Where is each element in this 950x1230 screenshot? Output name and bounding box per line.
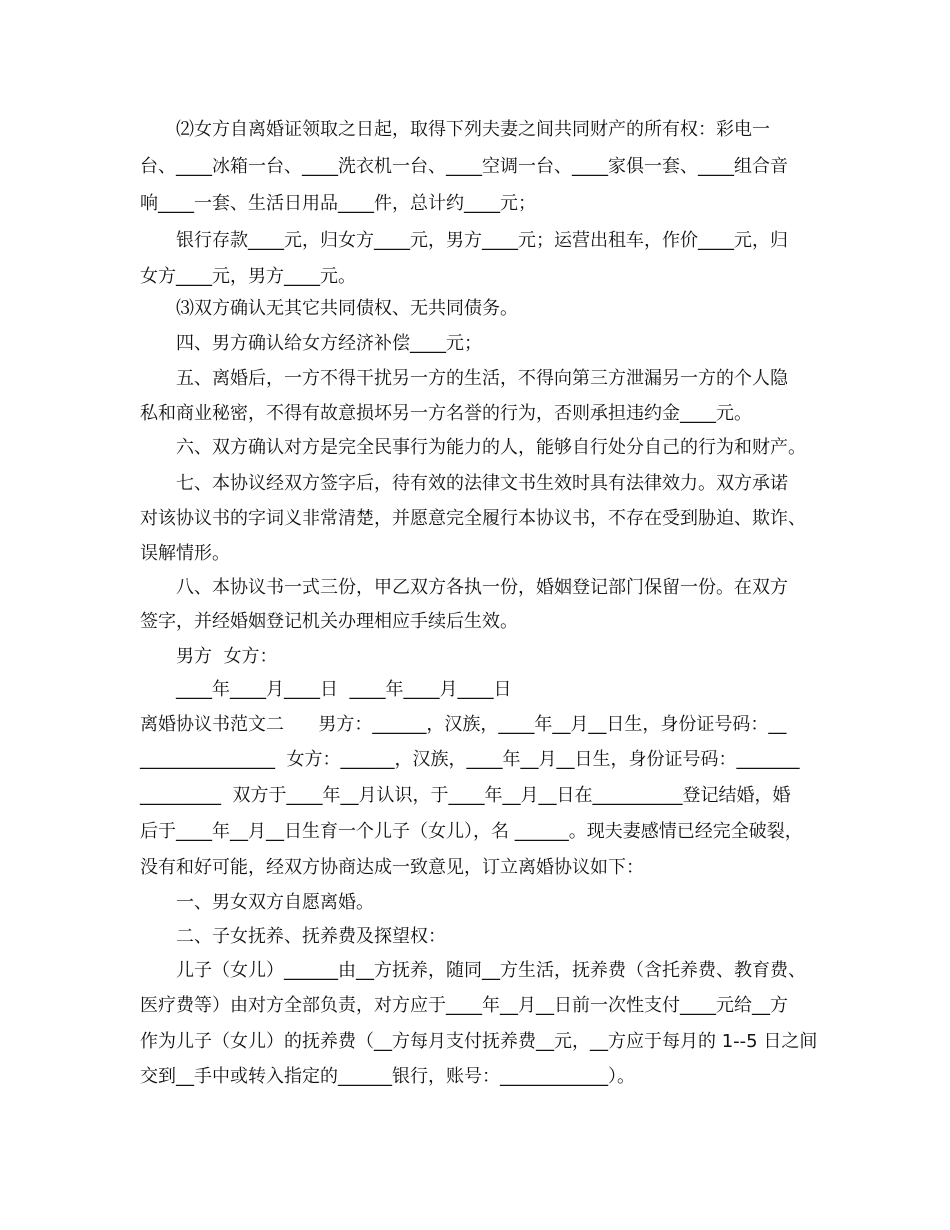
paragraph-line-10: 六、双方确认对方是完全民事行为能力的人，能够自行处分自己的行为和财产。: [176, 437, 806, 458]
paragraph-line-12: 对该协议书的字词义非常清楚，并愿意完全履行本协议书，不存在受到胁迫、欺诈、: [140, 508, 806, 529]
paragraph-line-21: 后于____年__月__日生育一个儿子（女儿），名 ______。现夫妻感情已经完全破裂，: [140, 821, 803, 842]
paragraph-line-15: 签字，并经婚姻登记机关办理相应手续后生效。: [140, 611, 518, 632]
paragraph-line-18: 离婚协议书范文二 男方：______，汉族，____年__月__日生，身份证号码：__: [140, 714, 787, 735]
paragraph-line-27: 作为儿子（女儿）的抚养费（__方每月支付抚养费__元，__方应于每月的 1--5 日之间: [140, 1031, 818, 1052]
paragraph-line-26: 医疗费等）由对方全部负责，对方应于____年__月__日前一次性支付____元给__方: [140, 995, 788, 1016]
paragraph-line-3: 响____一套、生活日用品____件，总计约____元；: [140, 193, 536, 214]
paragraph-line-9: 私和商业秘密，不得有故意损坏另一方名誉的行为，否则承担违约金____元。: [140, 403, 752, 424]
paragraph-line-8: 五、离婚后，一方不得干扰另一方的生活，不得向第三方泄漏另一方的个人隐: [176, 368, 788, 389]
paragraph-line-2: 台、____冰箱一台、____洗衣机一台、____空调一台、____家俱一套、____组合音: [140, 156, 788, 177]
paragraph-line-19: _______________ 女方：______，汉族，____年__月__日生，身份证号码：_______: [140, 749, 800, 770]
paragraph-line-20: _________ 双方于____年__月认识，于____年__月__日在__________登记结婚，婚: [140, 785, 791, 806]
paragraph-line-14: 八、本协议书一式三份，甲乙双方各执一份，婚姻登记部门保留一份。在双方: [176, 577, 788, 598]
paragraph-line-11: 七、本协议经双方签字后，待有效的法律文书生效时具有法律效力。双方承诺: [176, 473, 788, 494]
paragraph-line-1: ⑵女方自离婚证领取之日起，取得下列夫妻之间共同财产的所有权：彩电一: [176, 119, 770, 140]
paragraph-line-4: 银行存款____元，归女方____元，男方____元；运营出租车，作价____元，归: [176, 230, 788, 251]
paragraph-line-28: 交到__手中或转入指定的______银行，账号：____________）。: [140, 1066, 635, 1087]
paragraph-line-24: 二、子女抚养、抚养费及探望权：: [176, 926, 446, 947]
paragraph-line-22: 没有和好可能，经双方协商达成一致意见，订立离婚协议如下：: [140, 857, 644, 878]
paragraph-line-13: 误解情形。: [140, 543, 230, 564]
paragraph-line-5: 女方____元，男方____元。: [140, 266, 356, 287]
paragraph-line-25: 儿子（女儿）______由__方抚养，随同__方生活，抚养费（含托养费、教育费、: [176, 960, 806, 981]
paragraph-line-7: 四、男方确认给女方经济补偿____元；: [176, 333, 482, 354]
signature-labels: 男方 女方：: [176, 646, 278, 667]
signature-dates: ____年____月____日 ____年____月____日: [176, 679, 512, 700]
paragraph-line-23: 一、男女双方自愿离婚。: [176, 892, 374, 913]
paragraph-line-6: ⑶双方确认无其它共同债权、无共同债务。: [176, 298, 518, 319]
